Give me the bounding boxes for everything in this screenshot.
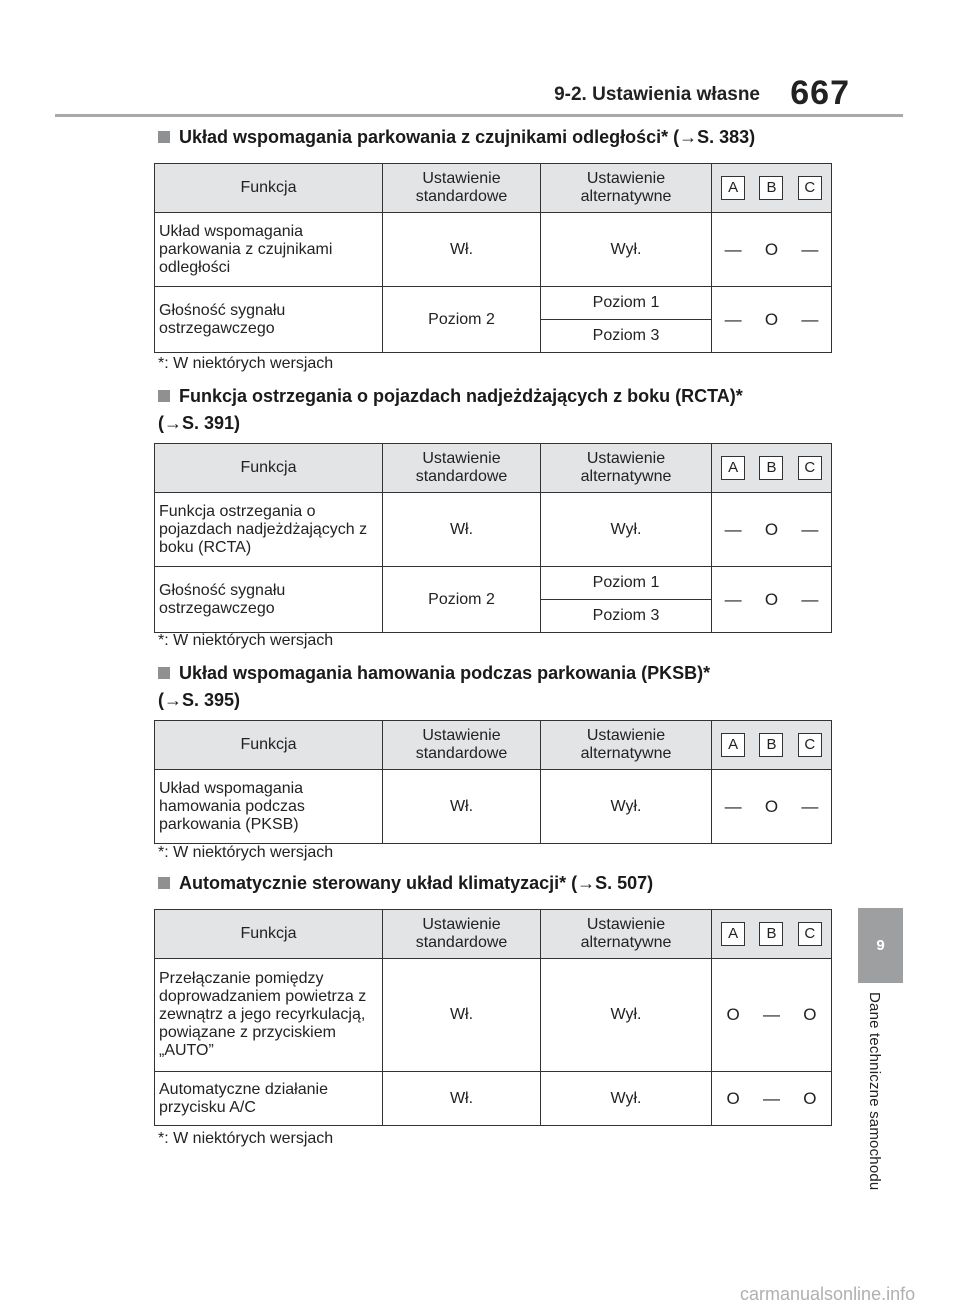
settings-table-pksb — [154, 720, 832, 844]
marks-cell: — O — — [712, 287, 832, 353]
alternative-cell: Wył. — [541, 213, 712, 287]
arrow-icon: → — [577, 873, 596, 893]
default-cell: Wł. — [383, 1072, 541, 1126]
marks-cell: O — O — [712, 1072, 832, 1126]
alternative-cell: Poziom 3 — [541, 320, 712, 353]
page-reference-link[interactable]: S. 383) — [697, 127, 756, 147]
default-cell: Wł. — [383, 959, 541, 1072]
settings-table-climate — [154, 909, 832, 1126]
function-cell: Układ wspomagania parkowania z czujnikami odległości — [155, 213, 383, 287]
footnote: *: W niektórych wersjach — [158, 1130, 334, 1147]
page-reference-link[interactable]: S. 395) — [182, 690, 241, 710]
col-header-marks — [712, 444, 832, 493]
col-header-default: Ustawienie standardowe — [383, 721, 541, 770]
mark-a-box: A — [721, 456, 745, 480]
marks-cell: — O — — [712, 770, 832, 844]
default-cell: Wł. — [383, 770, 541, 844]
section-title: 9-2. Ustawienia własne — [554, 84, 760, 105]
col-header-alternative: Ustawienie alternatywne — [541, 444, 712, 493]
chapter-tab[interactable]: 9 — [858, 908, 903, 983]
arrow-icon: → — [164, 690, 182, 710]
default-cell: Poziom 2 — [383, 287, 541, 353]
default-cell: Wł. — [383, 493, 541, 567]
col-header-function: Funkcja — [155, 444, 383, 493]
section-heading-climate: Automatycznie sterowany układ klimatyzacji* (→S. 507) — [158, 870, 838, 897]
page-reference-link[interactable]: S. 391) — [182, 413, 241, 433]
table-row — [155, 770, 832, 844]
col-header-default: Ustawienie standardowe — [383, 910, 541, 959]
header-rule — [55, 114, 903, 117]
function-cell: Głośność sygnału ostrzegawczego — [155, 567, 383, 633]
mark-c-box: C — [798, 176, 822, 200]
alternative-cell: Poziom 1 — [541, 287, 712, 320]
mark-b-box: B — [759, 176, 783, 200]
table-row — [155, 1072, 832, 1126]
alternative-cell: Wył. — [541, 770, 712, 844]
page-reference-link[interactable]: S. 507) — [595, 873, 654, 893]
alternative-cell: Poziom 3 — [541, 600, 712, 633]
mark-c-box: C — [798, 456, 822, 480]
col-header-marks — [712, 910, 832, 959]
marks-cell: — O — — [712, 567, 832, 633]
footnote: *: W niektórych wersjach — [158, 632, 334, 649]
alternative-cell: Poziom 1 — [541, 567, 712, 600]
square-bullet-icon — [158, 390, 170, 402]
footnote: *: W niektórych wersjach — [158, 355, 334, 372]
settings-table-parking-sensors — [154, 163, 832, 353]
function-cell: Automatyczne działanie przycisku A/C — [155, 1072, 383, 1126]
mark-c-box: C — [798, 733, 822, 757]
table-row — [155, 493, 832, 567]
marks-cell: — O — — [712, 493, 832, 567]
mark-b-box: B — [759, 733, 783, 757]
square-bullet-icon — [158, 667, 170, 679]
table-row — [155, 213, 832, 287]
mark-a-box: A — [721, 922, 745, 946]
alternative-cell: Wył. — [541, 493, 712, 567]
function-cell: Głośność sygnału ostrzegawczego — [155, 287, 383, 353]
col-header-default: Ustawienie standardowe — [383, 164, 541, 213]
col-header-alternative: Ustawienie alternatywne — [541, 721, 712, 770]
footnote: *: W niektórych wersjach — [158, 844, 334, 861]
marks-cell: — O — — [712, 213, 832, 287]
section-heading-parking-sensors: Układ wspomagania parkowania z czujnikami odległości* (→S. 383) — [158, 124, 838, 151]
col-header-function: Funkcja — [155, 910, 383, 959]
page-number: 667 — [790, 74, 850, 112]
arrow-icon: → — [164, 413, 182, 433]
col-header-marks — [712, 164, 832, 213]
col-header-marks — [712, 721, 832, 770]
default-cell: Wł. — [383, 213, 541, 287]
col-header-alternative: Ustawienie alternatywne — [541, 164, 712, 213]
col-header-default: Ustawienie standardowe — [383, 444, 541, 493]
table-row — [155, 959, 832, 1072]
function-cell: Funkcja ostrzegania o pojazdach nadjeżdżających z boku (RCTA) — [155, 493, 383, 567]
table-row — [155, 287, 832, 320]
marks-cell: O — O — [712, 959, 832, 1072]
mark-a-box: A — [721, 733, 745, 757]
function-cell: Przełączanie pomiędzy doprowadzaniem powietrza z zewnątrz a jego recyrkulacją, powiązane z przyciskiem „AUTO” — [155, 959, 383, 1072]
watermark: carmanualsonline.info — [740, 1284, 916, 1304]
chapter-label: Dane techniczne samochodu — [866, 992, 883, 1191]
section-heading-pksb: Układ wspomagania hamowania podczas parkowania (PKSB)* (→S. 395) — [158, 663, 711, 710]
alternative-cell: Wył. — [541, 1072, 712, 1126]
square-bullet-icon — [158, 877, 170, 889]
mark-b-box: B — [759, 922, 783, 946]
default-cell: Poziom 2 — [383, 567, 541, 633]
function-cell: Układ wspomagania hamowania podczas parkowania (PKSB) — [155, 770, 383, 844]
mark-a-box: A — [721, 176, 745, 200]
mark-c-box: C — [798, 922, 822, 946]
col-header-alternative: Ustawienie alternatywne — [541, 910, 712, 959]
arrow-icon: → — [679, 127, 698, 147]
settings-table-rcta — [154, 443, 832, 633]
col-header-function: Funkcja — [155, 164, 383, 213]
alternative-cell: Wył. — [541, 959, 712, 1072]
table-row — [155, 567, 832, 600]
square-bullet-icon — [158, 131, 170, 143]
mark-b-box: B — [759, 456, 783, 480]
page-header — [0, 0, 960, 120]
col-header-function: Funkcja — [155, 721, 383, 770]
section-heading-rcta: Funkcja ostrzegania o pojazdach nadjeżdżających z boku (RCTA)* (→S. 391) — [158, 386, 743, 433]
